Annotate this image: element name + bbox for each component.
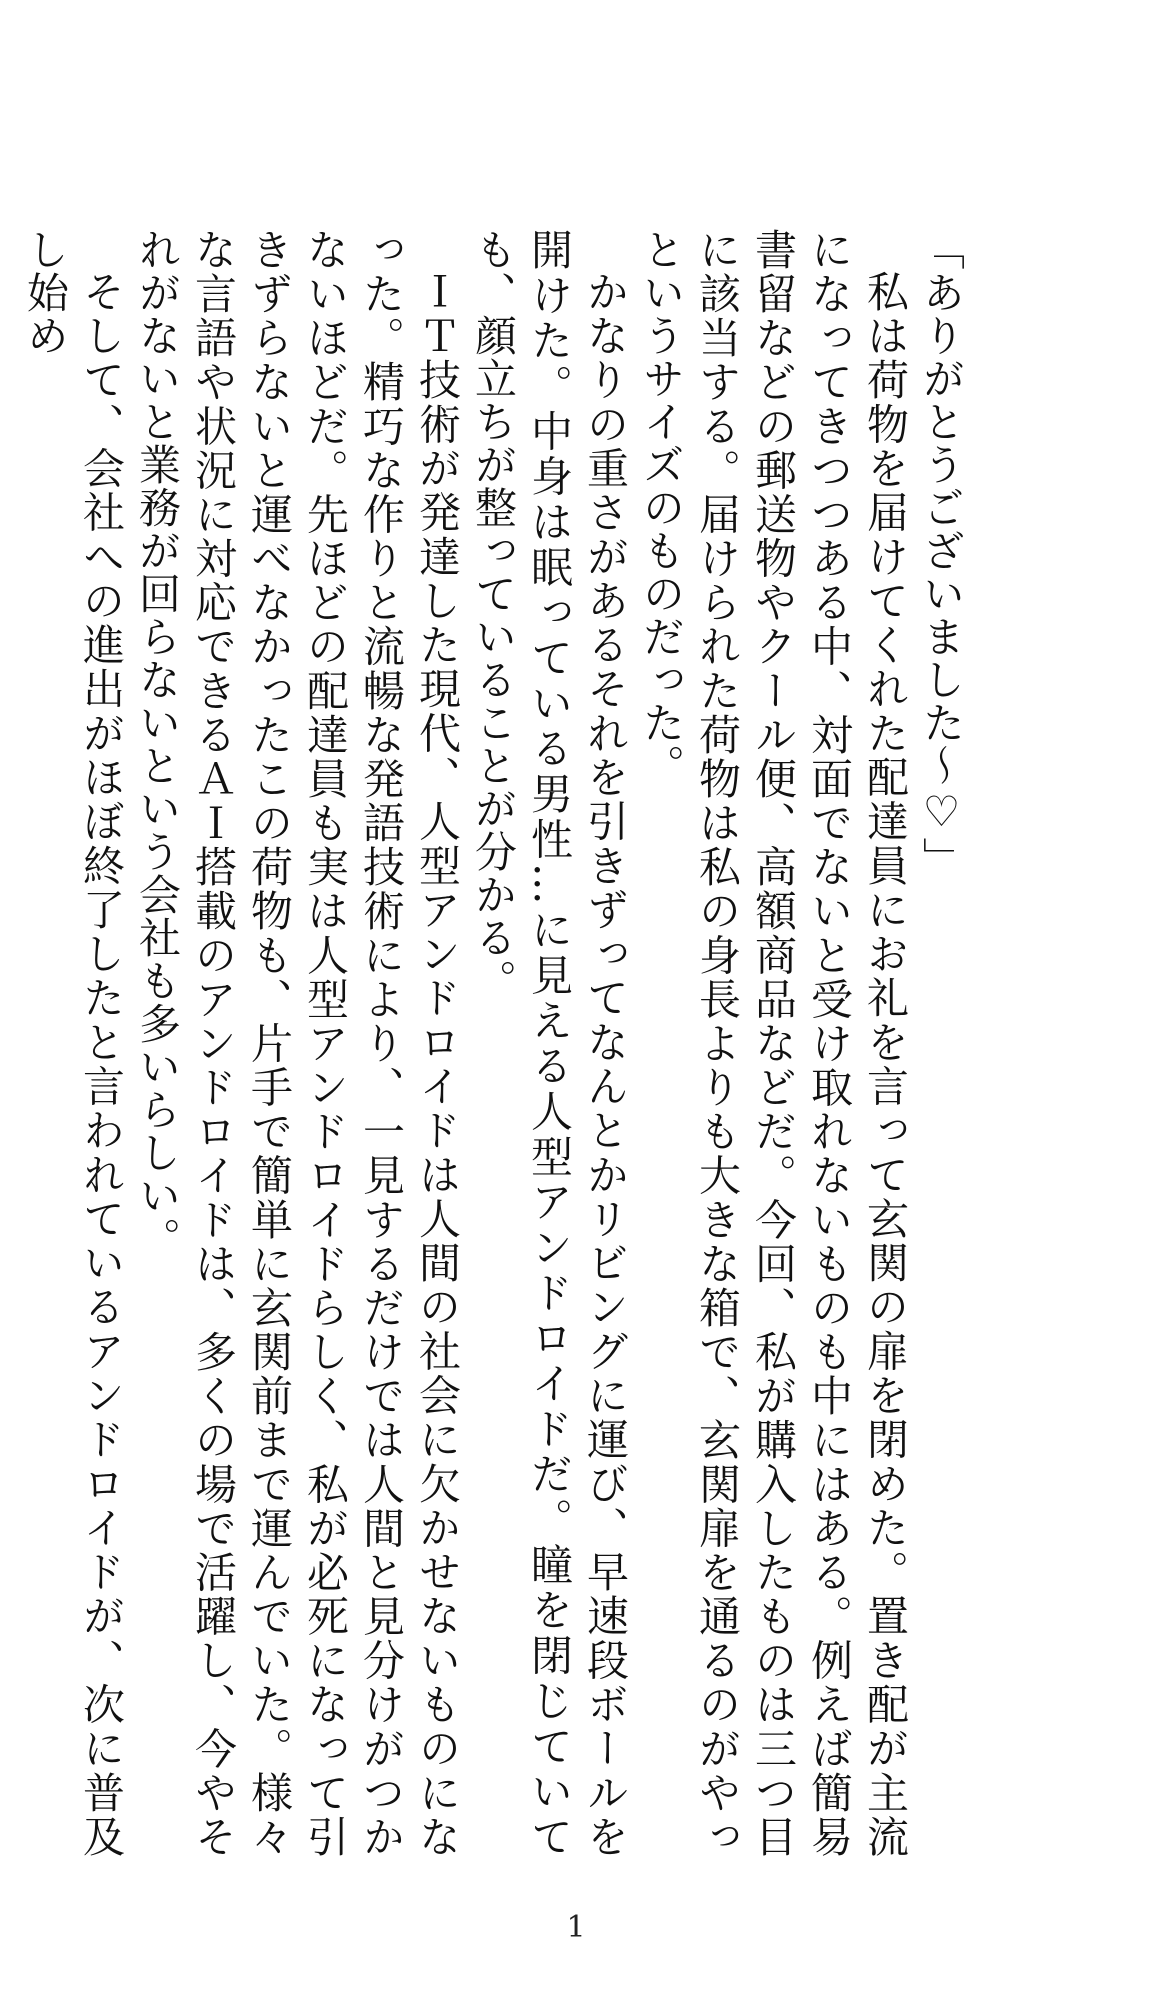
- paragraph-2: かなりの重さがあるそれを引きずってなんとかリビングに運び、早速段ボールを開けた。中身は眠っている男性…に見える人型アンドロイドだ。瞳を閉じていても、顔立ちが整っていることが分かる。: [469, 228, 630, 1858]
- paragraph-3: ＩＴ技術が発達した現代、人型アンドロイドは人間の社会に欠かせないものになった。精巧な作りと流暢な発語技術により、一見するだけでは人間と見分けがつかないほどだ。先ほどの配達員も実は人型アンドロイドらしく、私が必死になって引きずらないと運べなかったこの荷物も、片手で簡単に玄関前まで運んでいた。様々な言語や状況に対応できるＡＩ搭載のアンドロイドは、多くの場で活躍し、今やそれがないと業務が回らないという会社も多いらしい。: [133, 228, 462, 1858]
- dialogue-line: 「ありがとうございました〜♡」: [917, 228, 966, 880]
- body-text: [17, 228, 969, 1858]
- paragraph-1: 私は荷物を届けてくれた配達員にお礼を言って玄関の扉を閉めた。置き配が主流になってきつつある中、対面でないと受け取れないものも中にはある。例えば簡易書留などの郵送物やクール便、高額商品などだ。今回、私が購入したものは三つ目に該当する。届けられた荷物は私の身長よりも大きな箱で、玄関扉を通るのがやっというサイズのものだった。: [637, 228, 910, 1858]
- paragraph-4: そして、会社への進出がほぼ終了したと言われているアンドロイドが、次に普及し始め: [21, 228, 126, 1858]
- page-number: 1: [566, 1910, 586, 1945]
